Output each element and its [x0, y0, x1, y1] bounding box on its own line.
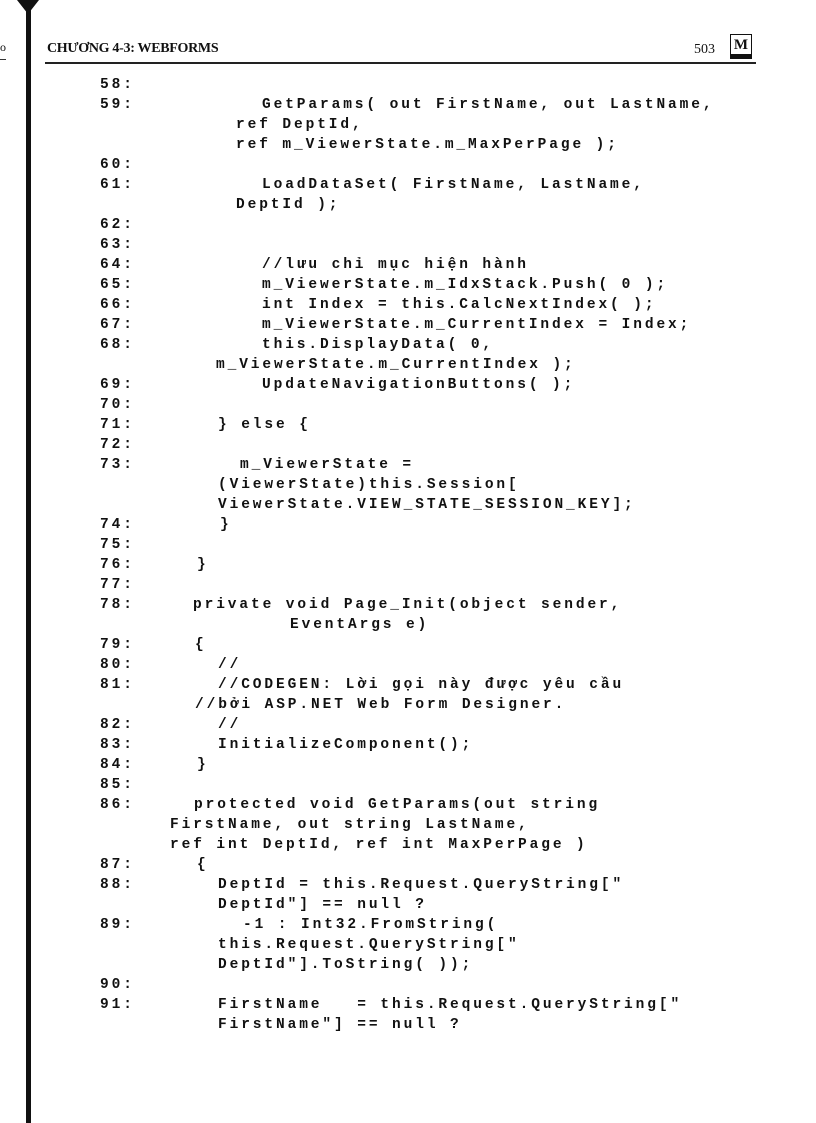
code-line: //	[218, 657, 242, 673]
code-line: FirstName"] == null ?	[218, 1017, 462, 1033]
code-line: this.Request.QueryString["	[218, 937, 520, 953]
line-number: 76:	[100, 557, 135, 573]
code-line: ref m_ViewerState.m_MaxPerPage );	[236, 137, 619, 153]
code-line: ref int DeptId, ref int MaxPerPage )	[170, 837, 588, 853]
line-number: 64:	[100, 257, 135, 273]
code-line: InitializeComponent();	[218, 737, 474, 753]
line-number: 85:	[100, 777, 135, 793]
line-number: 65:	[100, 277, 135, 293]
header-rule	[45, 62, 756, 64]
code-line: int Index = this.CalcNextIndex( );	[262, 297, 657, 313]
code-line: DeptId"] == null ?	[218, 897, 427, 913]
code-line: {	[197, 857, 209, 873]
line-number: 84:	[100, 757, 135, 773]
line-number: 81:	[100, 677, 135, 693]
line-number: 89:	[100, 917, 135, 933]
line-number: 82:	[100, 717, 135, 733]
line-number: 86:	[100, 797, 135, 813]
code-line: //CODEGEN: Lời gọi này được yêu cầu	[218, 677, 625, 693]
line-number: 91:	[100, 997, 135, 1013]
line-number: 68:	[100, 337, 135, 353]
page-number: 503	[694, 42, 715, 57]
margin-rule	[0, 59, 6, 60]
code-line: -1 : Int32.FromString(	[243, 917, 499, 933]
chapter-title: CHƯƠNG 4-3: WEBFORMS	[47, 41, 219, 56]
line-number: 69:	[100, 377, 135, 393]
code-line: } else {	[218, 417, 311, 433]
line-number: 60:	[100, 157, 135, 173]
line-number: 72:	[100, 437, 135, 453]
code-line: ref DeptId,	[236, 117, 364, 133]
code-line: }	[197, 757, 209, 773]
code-line: DeptId = this.Request.QueryString["	[218, 877, 625, 893]
line-number: 62:	[100, 217, 135, 233]
line-number: 58:	[100, 77, 135, 93]
code-line: FirstName = this.Request.QueryString["	[218, 997, 683, 1013]
code-line: FirstName, out string LastName,	[170, 817, 530, 833]
line-number: 67:	[100, 317, 135, 333]
line-number: 80:	[100, 657, 135, 673]
code-line: //lưu chỉ mục hiện hành	[262, 257, 529, 273]
code-line: DeptId"].ToString( ));	[218, 957, 474, 973]
code-line: LoadDataSet( FirstName, LastName,	[262, 177, 645, 193]
line-number: 73:	[100, 457, 135, 473]
line-number: 71:	[100, 417, 135, 433]
line-number: 61:	[100, 177, 135, 193]
line-number: 59:	[100, 97, 135, 113]
code-line: DeptId );	[236, 197, 341, 213]
line-number: 74:	[100, 517, 135, 533]
code-line: m_ViewerState.m_CurrentIndex );	[216, 357, 576, 373]
line-number: 79:	[100, 637, 135, 653]
code-line: GetParams( out FirstName, out LastName,	[262, 97, 715, 113]
code-line: private void Page_Init(object sender,	[193, 597, 623, 613]
margin-mark: o	[0, 40, 6, 54]
line-number: 88:	[100, 877, 135, 893]
code-line: //bởi ASP.NET Web Form Designer.	[195, 697, 567, 713]
code-line: UpdateNavigationButtons( );	[262, 377, 576, 393]
code-line: protected void GetParams(out string	[194, 797, 601, 813]
line-number: 66:	[100, 297, 135, 313]
book-spine-line	[26, 0, 31, 1123]
code-line: m_ViewerState.m_CurrentIndex = Index;	[262, 317, 692, 333]
spine-arrow-icon	[17, 0, 39, 14]
line-number: 70:	[100, 397, 135, 413]
code-line: this.DisplayData( 0,	[262, 337, 495, 353]
line-number: 83:	[100, 737, 135, 753]
code-line: ViewerState.VIEW_STATE_SESSION_KEY];	[218, 497, 636, 513]
line-number: 77:	[100, 577, 135, 593]
code-line: }	[197, 557, 209, 573]
code-line: {	[195, 637, 207, 653]
publisher-logo: M	[730, 34, 752, 59]
line-number: 75:	[100, 537, 135, 553]
code-line: EventArgs e)	[290, 617, 430, 633]
code-line: (ViewerState)this.Session[	[218, 477, 520, 493]
line-number: 87:	[100, 857, 135, 873]
code-line: m_ViewerState =	[240, 457, 415, 473]
code-line: //	[218, 717, 242, 733]
line-number: 78:	[100, 597, 135, 613]
code-line: m_ViewerState.m_IdxStack.Push( 0 );	[262, 277, 669, 293]
line-number: 90:	[100, 977, 135, 993]
line-number: 63:	[100, 237, 135, 253]
code-line: }	[220, 517, 232, 533]
